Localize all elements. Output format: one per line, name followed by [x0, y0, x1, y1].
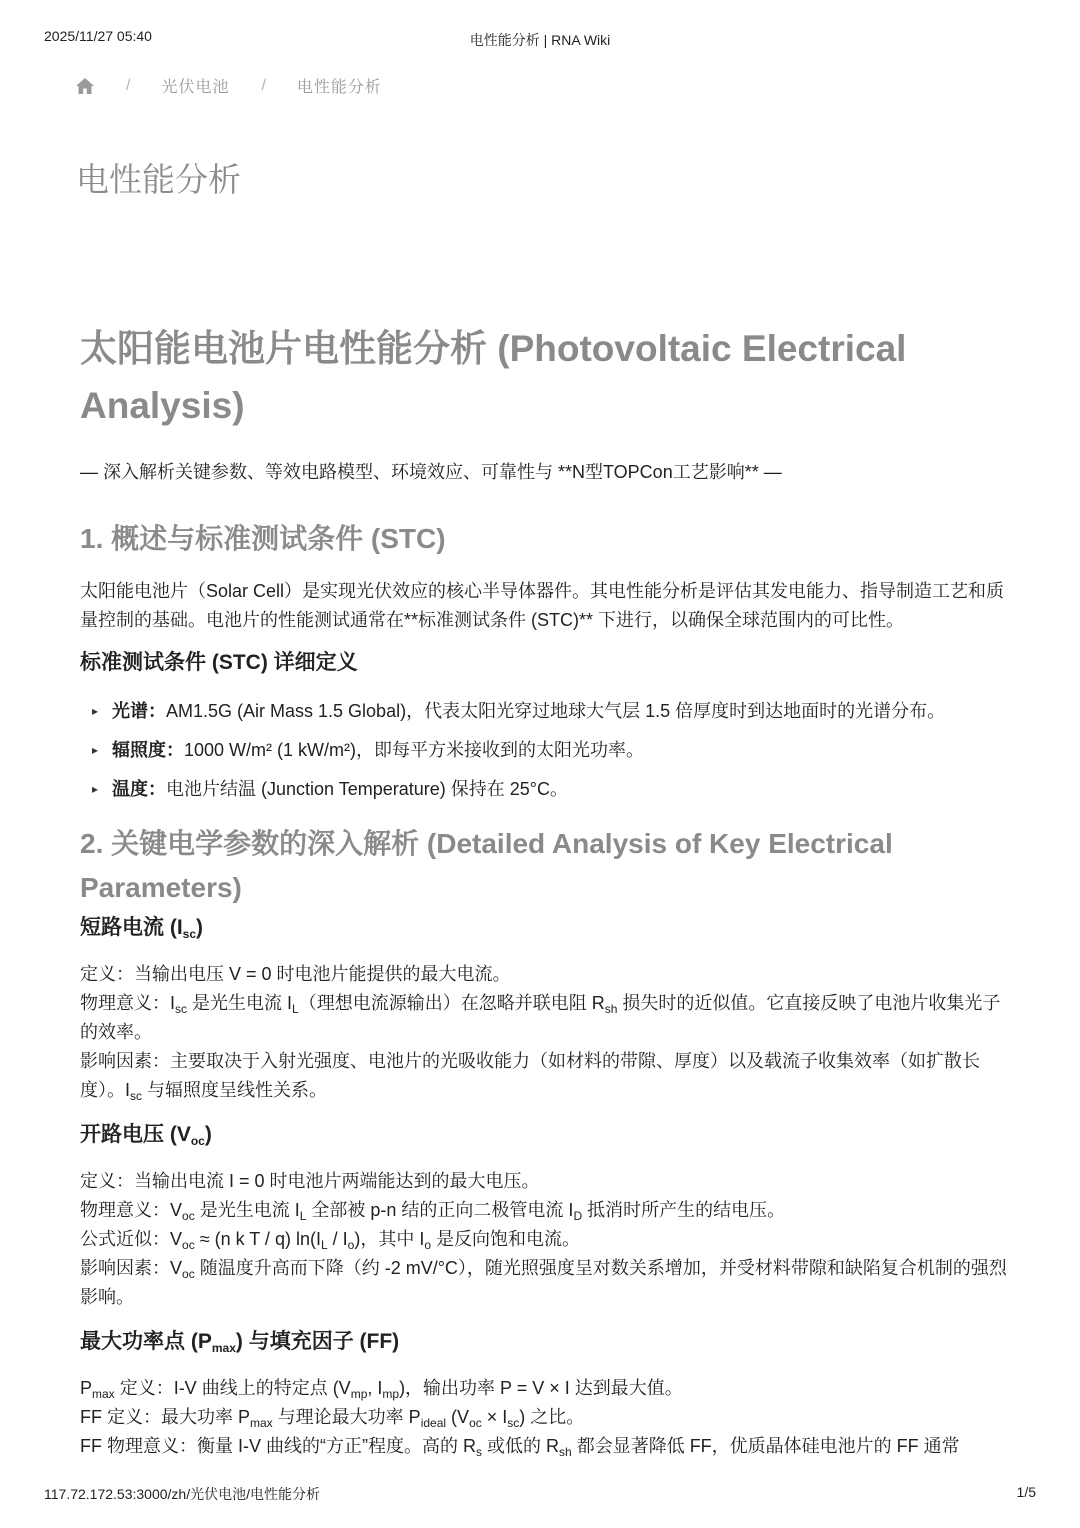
list-item-label: 温度： — [112, 779, 166, 799]
list-item — [80, 697, 1015, 726]
section-intro: 太阳能电池片（Solar Cell）是实现光伏效应的核心半导体器件。其电性能分析是评估其发电能力、指导制造工艺和质量控制的基础。电池片的性能测试通常在**标准测试条件 (STC)** 下进行，以确保全球范围内的可比性。 — [80, 581, 1005, 630]
stc-list — [80, 697, 1015, 804]
print-footer — [44, 1484, 1036, 1502]
isc-definition: 定义：当输出电压 V = 0 时电池片能提供的最大电流。 — [80, 964, 511, 984]
isc-factors: 影响因素：主要取决于入射光强度、电池片的光吸收能力（如材料的带隙、厚度）以及载流子收集效率（如扩散长度）。$I_{sc}$ 与辐照度呈线性关系。 — [80, 1051, 980, 1103]
voc-factors: 影响因素：$V_{oc}$ 随温度升高而下降（约 -2 mV/°C），随光照强度呈对数关系增加，并受材料带隙和缺陷复合机制的强烈影响。 — [80, 1258, 1007, 1307]
section-heading-stc: 1. 概述与标准测试条件 (STC) — [80, 523, 446, 554]
print-page-title: 电性能分析 | RNA Wiki — [469, 32, 611, 48]
voc-heading: 开路电压 $(V_{oc})$ — [80, 1123, 212, 1148]
voc-meaning: 物理意义：$V_{oc}$ 是光生电流 $I_L$ 全部被 p-n 结的正向二极管电流 $I_D$ 抵消时所产生的结电压。 — [80, 1200, 786, 1223]
page-title: 电性能分析 — [76, 161, 241, 198]
article-content — [80, 320, 1015, 1461]
breadcrumb — [76, 74, 382, 97]
pmax-ff-heading: 最大功率点 $(P_{max})$ 与填充因子 (FF) — [80, 1330, 400, 1355]
article-subtitle: — 深入解析关键参数、等效电路模型、环境效应、可靠性与 **N型TOPCon工艺影响** — — [80, 462, 782, 482]
article-title: 太阳能电池片电性能分析 (Photovoltaic Electrical Analysis) — [80, 328, 907, 426]
page-number: 1/5 — [1016, 1484, 1036, 1500]
print-timestamp: 2025/11/27 05:40 — [44, 28, 152, 44]
list-item-label: 辐照度： — [112, 740, 184, 760]
list-item-text: 电池片结温 (Junction Temperature) 保持在 25°C。 — [166, 779, 568, 799]
section-heading-key-parameters: 2. 关键电学参数的深入解析 (Detailed Analysis of Key Electrical Parameters) — [80, 828, 893, 903]
list-item-text: AM1.5G (Air Mass 1.5 Global)，代表太阳光穿过地球大气层 1.5 倍厚度时到达地面时的光谱分布。 — [166, 701, 946, 721]
isc-heading: 短路电流 $(I_{sc})$ — [80, 916, 204, 941]
ff-meaning: FF 物理意义：衡量 I-V 曲线的“方正”程度。高的 $R_s$ 或低的 $R_{sh}$ 都会显著降低 FF，优质晶体硅电池片的 FF 通常 — [80, 1436, 960, 1459]
voc-formula: 公式近似：$V_{oc} \approx (n$ k T / q) $\ln(I_L / I_o)$，其中 $I_o$ 是反向饱和电流。 — [80, 1229, 581, 1252]
voc-definition: 定义：当输出电流 I = 0 时电池片两端能达到的最大电压。 — [80, 1171, 540, 1191]
breadcrumb-item-pv-cell[interactable]: 光伏电池 — [161, 79, 230, 96]
pmax-definition: $P_{max}$ 定义：I-V 曲线上的特定点 ($V_{mp}$, $I_{mp}$)，输出功率 P = V × I 达到最大值。 — [80, 1378, 683, 1401]
home-icon[interactable] — [76, 78, 94, 94]
list-item-text: 1000 W/m² (1 kW/m²)，即每平方米接收到的太阳光功率。 — [184, 740, 645, 760]
isc-meaning: 物理意义：$I_{sc}$ 是光生电流 $I_L$（理想电流源输出）在忽略并联电阻 $R_{sh}$ 损失时的近似值。它直接反映了电池片收集光子的效率。 — [80, 993, 1001, 1042]
breadcrumb-separator: / — [126, 76, 132, 94]
print-header — [44, 28, 1036, 48]
breadcrumb-separator: / — [261, 76, 267, 94]
list-item — [80, 775, 1015, 804]
list-item — [80, 736, 1015, 765]
list-item-label: 光谱： — [112, 701, 166, 721]
page-url: 117.72.172.53:3000/zh/光伏电池/电性能分析 — [44, 1486, 320, 1502]
stc-heading: 标准测试条件 (STC) 详细定义 — [80, 651, 358, 674]
ff-definition: FF 定义：最大功率 $P_{max}$ 与理论最大功率 $P_{ideal}$ $(V_{oc} \times I_{sc})$ 之比。 — [80, 1407, 585, 1430]
breadcrumb-item-current[interactable]: 电性能分析 — [296, 79, 382, 96]
